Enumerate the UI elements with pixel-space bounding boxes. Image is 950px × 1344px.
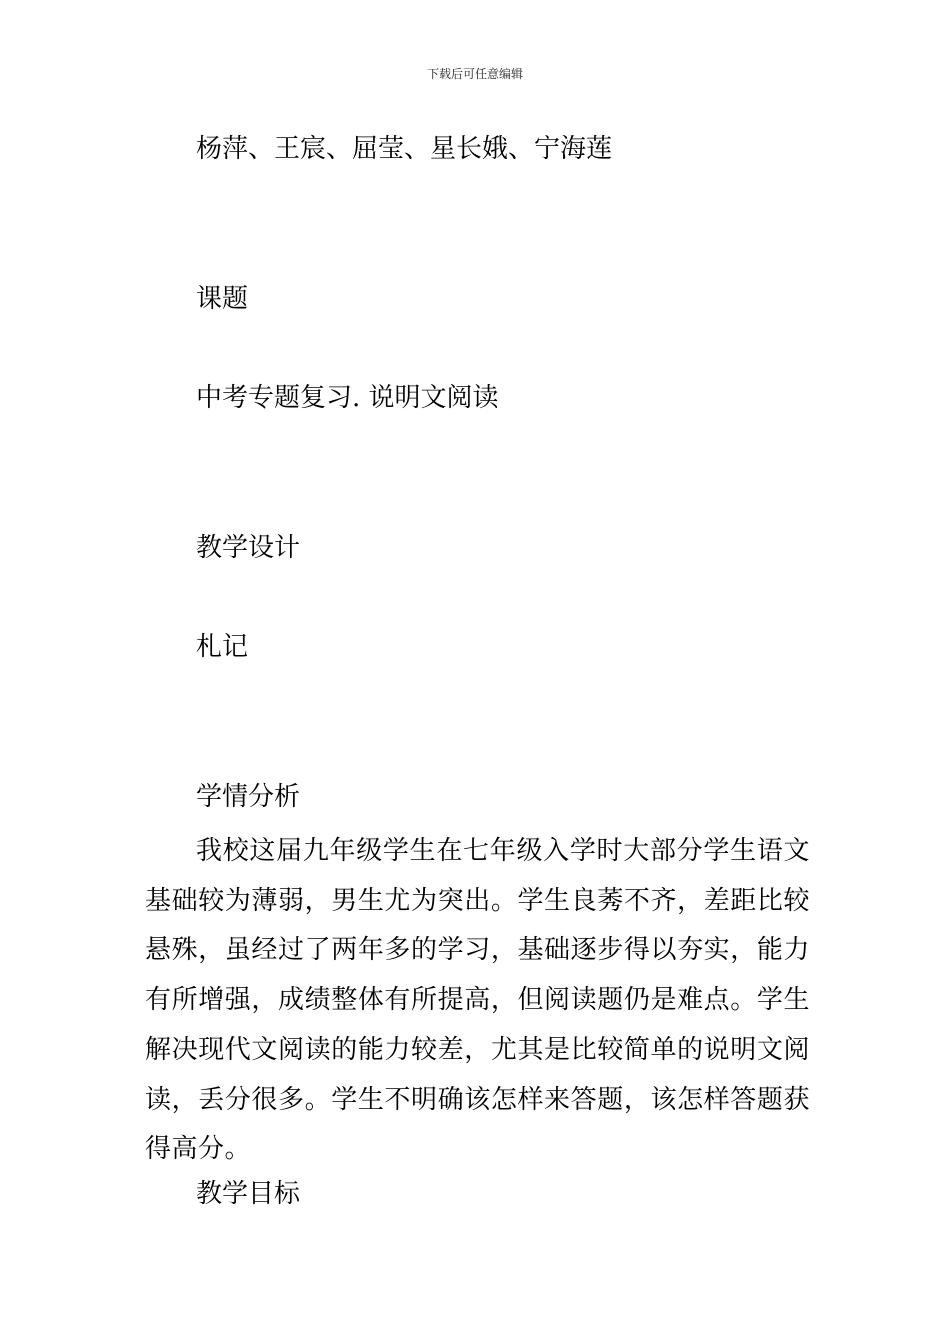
teaching-design-label: 教学设计	[196, 533, 301, 563]
page-header: 下载后可任意编辑	[426, 67, 523, 81]
analysis-paragraph: 我校这届九年级学生在七年级入学时大部分学生语文基础较为薄弱，男生尤为突出。学生良莠不齐，差距比较悬殊，虽经过了两年多的学习，基础逐步得以夯实，能力有所增强，成绩整体有所提高，但阅读题仍是难点。学生解决现代文阅读的能力较差，尤其是比较简单的说明文阅读，丢分很多。学生不明确该怎样来答题，该怎样答题获得高分。	[145, 836, 810, 1165]
objectives-heading: 教学目标	[196, 1179, 301, 1209]
authors-line: 杨萍、王宸、屈莹、星长娥、宁海莲	[196, 134, 613, 164]
topic-label: 课题	[196, 284, 249, 314]
topic-value: 中考专题复习. 说明文阅读	[196, 383, 499, 413]
notes-label: 札记	[196, 632, 249, 662]
analysis-heading: 学情分析	[196, 782, 301, 812]
